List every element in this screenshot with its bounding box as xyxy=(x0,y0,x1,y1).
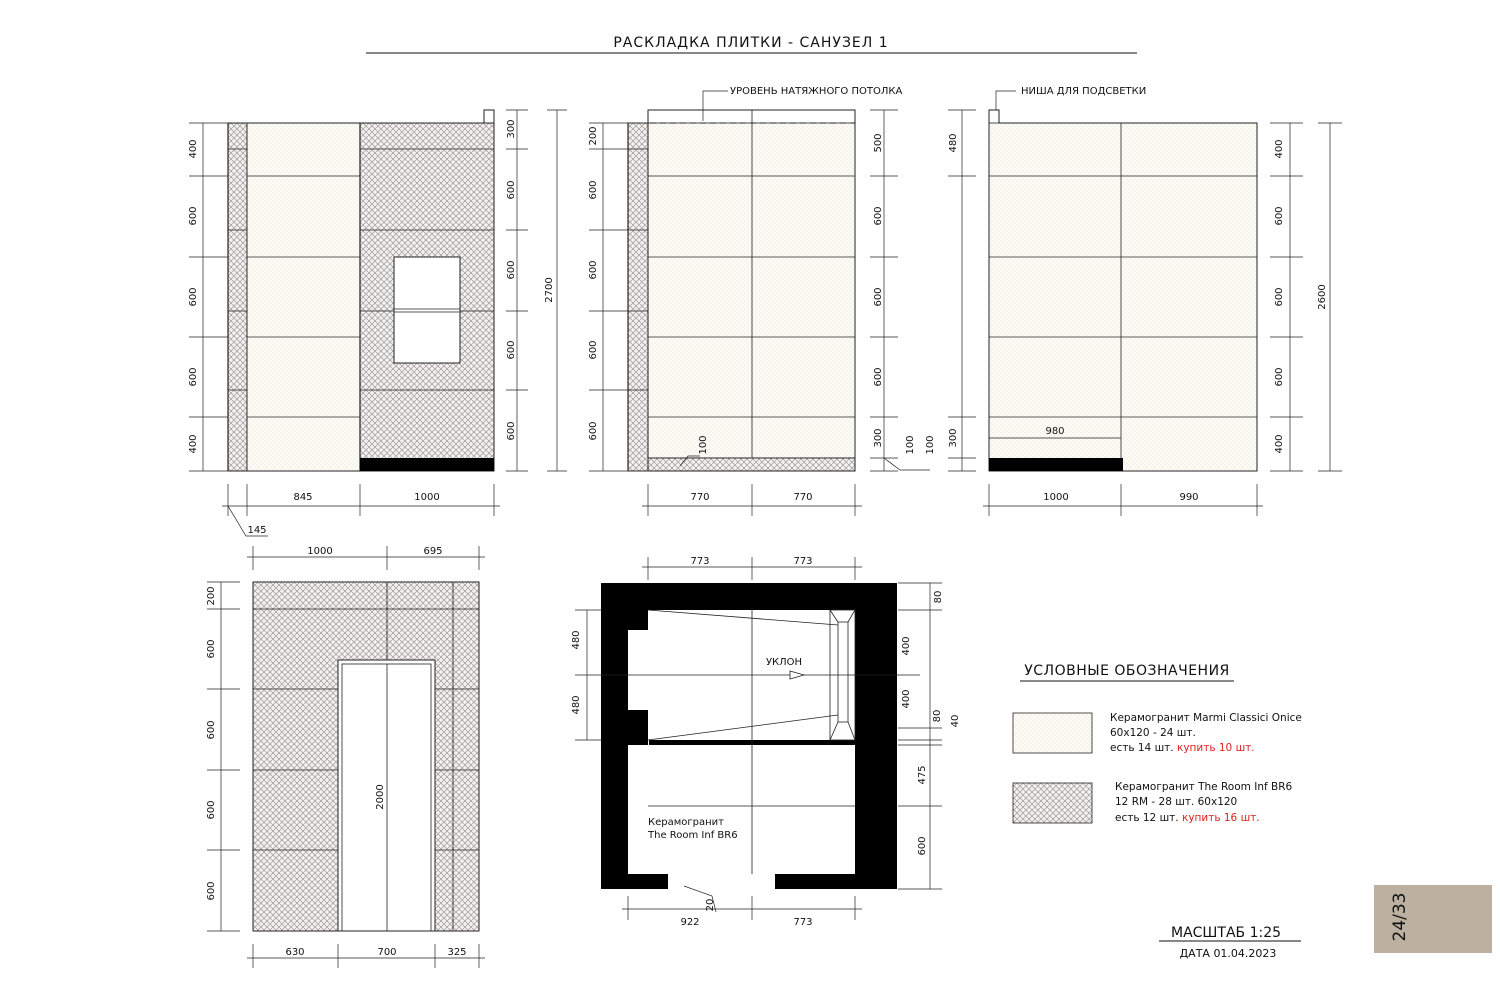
svg-text:200: 200 xyxy=(588,126,599,146)
svg-text:300: 300 xyxy=(948,428,959,448)
legend-item-2-line2: 12 RM - 28 шт. 60х120 xyxy=(1115,796,1238,808)
elevation-d xyxy=(207,546,485,968)
svg-text:400: 400 xyxy=(188,139,199,159)
svg-text:990: 990 xyxy=(1179,492,1199,503)
svg-text:2000: 2000 xyxy=(375,784,386,810)
svg-text:770: 770 xyxy=(690,492,710,503)
svg-text:770: 770 xyxy=(793,492,813,503)
legend-item-1-buy: купить 10 шт. xyxy=(1176,742,1255,754)
svg-text:1000: 1000 xyxy=(1043,492,1069,503)
svg-text:600: 600 xyxy=(588,180,599,200)
svg-text:80: 80 xyxy=(932,709,943,723)
svg-text:600: 600 xyxy=(206,800,217,820)
svg-text:500: 500 xyxy=(873,133,884,153)
svg-text:200: 200 xyxy=(206,586,217,606)
legend-item-1-line1: Керамогранит Marmi Classici Onice xyxy=(1110,712,1302,724)
svg-text:600: 600 xyxy=(188,206,199,226)
page-number: 24/33 xyxy=(1390,892,1410,942)
svg-text:475: 475 xyxy=(917,765,928,785)
legend-swatch-room xyxy=(1013,783,1092,823)
date-label: ДАТА 01.04.2023 xyxy=(1179,947,1277,960)
svg-text:600: 600 xyxy=(588,260,599,280)
svg-text:600: 600 xyxy=(206,720,217,740)
svg-text:300: 300 xyxy=(506,119,517,139)
svg-text:325: 325 xyxy=(447,947,467,958)
svg-text:600: 600 xyxy=(1274,367,1285,387)
svg-text:40: 40 xyxy=(950,714,961,728)
svg-text:600: 600 xyxy=(1274,206,1285,226)
svg-text:695: 695 xyxy=(423,546,443,557)
svg-text:480: 480 xyxy=(571,695,582,715)
page-number-tab xyxy=(1374,885,1492,953)
svg-text:922: 922 xyxy=(680,917,700,928)
scale-label: МАСШТАБ 1:25 xyxy=(1170,925,1282,941)
svg-text:1000: 1000 xyxy=(307,546,333,557)
svg-text:700: 700 xyxy=(377,947,397,958)
legend-item-2-line1: Керамогранит The Room Inf BR6 xyxy=(1115,781,1293,793)
svg-text:600: 600 xyxy=(1274,287,1285,307)
svg-text:480: 480 xyxy=(571,630,582,650)
svg-text:600: 600 xyxy=(873,206,884,226)
svg-text:600: 600 xyxy=(206,881,217,901)
svg-text:80: 80 xyxy=(933,590,944,604)
svg-text:600: 600 xyxy=(188,287,199,307)
legend-item-1-line2: 60х120 - 24 шт. xyxy=(1110,727,1196,739)
legend xyxy=(1013,663,1302,824)
svg-text:600: 600 xyxy=(506,421,517,441)
slope-label: УКЛОН xyxy=(765,657,803,668)
sheet-title: РАСКЛАДКА ПЛИТКИ - САНУЗЕЛ 1 xyxy=(613,35,889,51)
svg-text:773: 773 xyxy=(793,556,813,567)
svg-text:20: 20 xyxy=(705,898,716,912)
svg-text:400: 400 xyxy=(188,434,199,454)
legend-heading: УСЛОВНЫЕ ОБОЗНАЧЕНИЯ xyxy=(1024,663,1230,679)
ceiling-level-note: УРОВЕНЬ НАТЯЖНОГО ПОТОЛКА xyxy=(730,86,903,97)
svg-text:600: 600 xyxy=(506,180,517,200)
svg-text:600: 600 xyxy=(206,639,217,659)
svg-text:600: 600 xyxy=(188,367,199,387)
legend-item-2-line3: есть 12 шт. купить 16 шт. xyxy=(1115,812,1260,824)
plan-tile-label-2: The Room Inf BR6 xyxy=(648,830,738,841)
svg-text:600: 600 xyxy=(917,836,928,856)
svg-text:400: 400 xyxy=(901,689,912,709)
svg-text:400: 400 xyxy=(1274,434,1285,454)
svg-text:480: 480 xyxy=(948,133,959,153)
light-niche-note: НИША ДЛЯ ПОДСВЕТКИ xyxy=(1021,86,1147,97)
svg-text:300: 300 xyxy=(873,428,884,448)
svg-text:400: 400 xyxy=(1274,139,1285,159)
svg-text:600: 600 xyxy=(506,340,517,360)
svg-text:773: 773 xyxy=(690,556,710,567)
svg-text:600: 600 xyxy=(873,287,884,307)
svg-text:773: 773 xyxy=(793,917,813,928)
svg-text:2700: 2700 xyxy=(544,277,555,303)
legend-swatch-onice xyxy=(1013,713,1092,753)
svg-text:100: 100 xyxy=(925,435,936,455)
plan-tile-label-1: Керамогранит xyxy=(648,817,724,828)
svg-text:600: 600 xyxy=(588,340,599,360)
svg-text:145: 145 xyxy=(247,525,267,536)
svg-text:845: 845 xyxy=(293,492,313,503)
svg-text:100: 100 xyxy=(905,435,916,455)
svg-text:600: 600 xyxy=(873,367,884,387)
elevation-a xyxy=(189,110,567,536)
svg-text:980: 980 xyxy=(1045,426,1065,437)
svg-text:2600: 2600 xyxy=(1317,284,1328,310)
svg-text:1000: 1000 xyxy=(414,492,440,503)
legend-item-2-buy: купить 16 шт. xyxy=(1181,812,1260,824)
legend-item-1-line3: есть 14 шт. купить 10 шт. xyxy=(1110,742,1255,754)
svg-text:630: 630 xyxy=(285,947,305,958)
svg-text:400: 400 xyxy=(901,636,912,656)
svg-text:600: 600 xyxy=(588,421,599,441)
svg-text:600: 600 xyxy=(506,260,517,280)
svg-text:100: 100 xyxy=(698,435,709,455)
floor-plan xyxy=(575,557,942,920)
